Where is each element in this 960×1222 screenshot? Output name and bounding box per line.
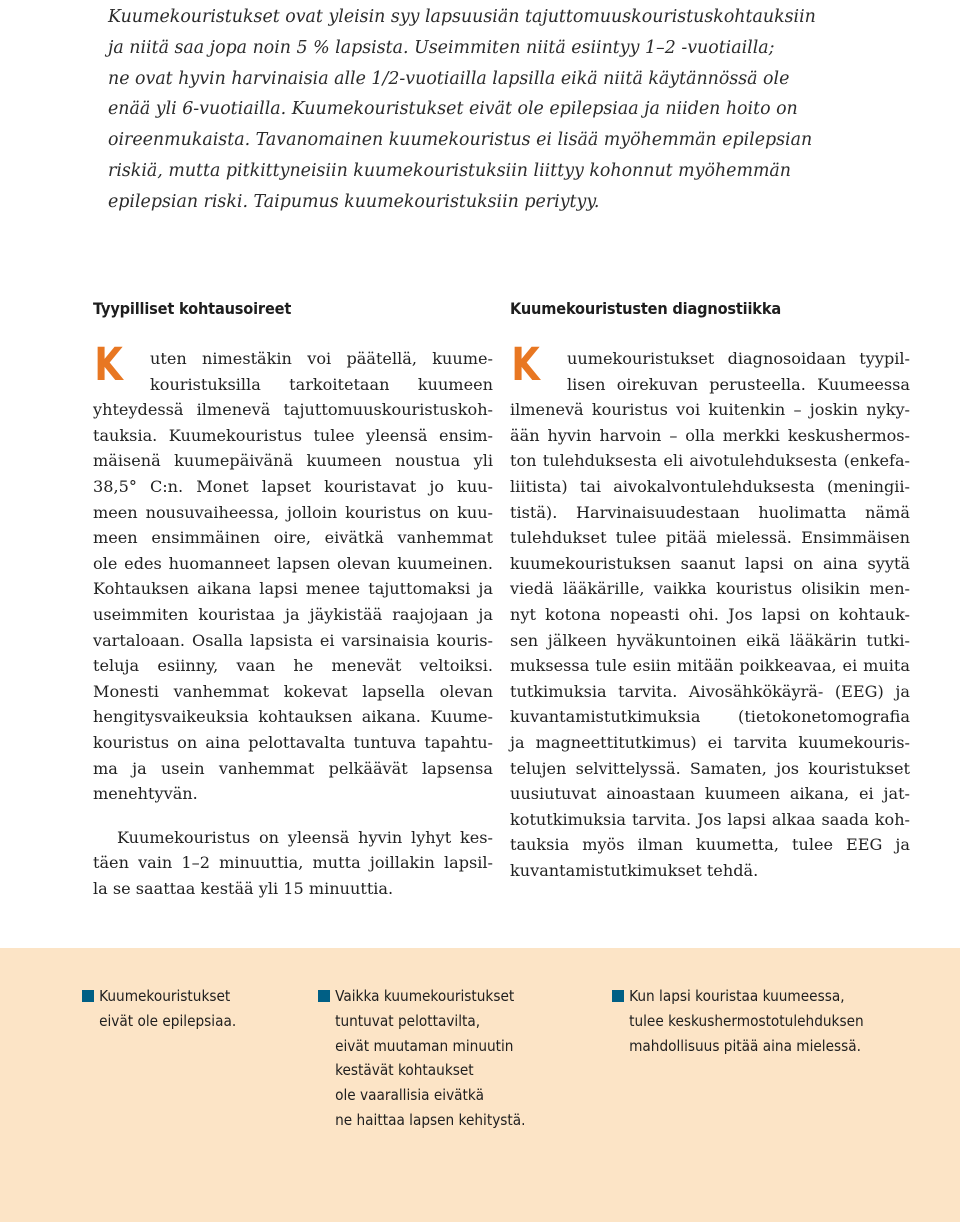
summary-line: tulee keskushermostotulehduksen bbox=[629, 1011, 864, 1030]
text-line: Monesti vanhemmat kokevat lapsella olevan bbox=[93, 681, 493, 701]
text-line: ton tulehduksesta eli aivotulehduksesta (enkefa- bbox=[510, 451, 910, 471]
text-line: la se saattaa kestää yli 15 minuuttia. bbox=[93, 878, 394, 898]
text-line: tauksia myös ilman kuumetta, tulee EEG ja bbox=[510, 835, 910, 855]
text-line: menehtyvän. bbox=[93, 784, 198, 804]
body-paragraph bbox=[510, 346, 910, 883]
summary-line: eivät ole epilepsiaa. bbox=[99, 1011, 237, 1030]
intro-line: epilepsian riski. Taipumus kuumekouristuksiin periytyy. bbox=[108, 191, 600, 212]
text-line: ään hyvin harvoin – olla merkki keskushermos- bbox=[510, 425, 910, 445]
body-paragraph bbox=[93, 825, 493, 902]
summary-line: Kuumekouristukset bbox=[99, 987, 231, 1005]
intro-line: enää yli 6-vuotiailla. Kuumekouristukset eivät ole epilepsiaa ja niiden hoito on bbox=[108, 99, 798, 120]
text-line: useimmiten kouristaa ja jäykistää raajojaan ja bbox=[93, 604, 493, 624]
summary-line: Kun lapsi kouristaa kuumeessa, bbox=[629, 987, 845, 1005]
text-line: nyt kotona nopeasti ohi. Jos lapsi on kohtauk- bbox=[510, 604, 910, 624]
text-line: Kuumekouristus on yleensä hyvin lyhyt kes- bbox=[117, 827, 493, 847]
text-line: kouristus on aina pelottavalta tuntuva tapahtu- bbox=[93, 732, 493, 752]
text-line: uusiutuvat ainoastaan kuumeen aikana, ei jat- bbox=[510, 784, 910, 804]
text-line: lisen oirekuvan perusteella. Kuumeessa bbox=[567, 374, 910, 394]
summary-line: kestävät kohtaukset bbox=[335, 1061, 474, 1080]
text-line: tauksia. Kuumekouristus tulee yleensä ensim- bbox=[93, 425, 493, 445]
intro-paragraph bbox=[108, 2, 816, 218]
summary-line: mahdollisuus pitää aina mielessä. bbox=[629, 1036, 861, 1055]
section-heading-diagnostics: Kuumekouristusten diagnostiikka bbox=[510, 299, 781, 318]
dropcap-letter: K bbox=[511, 338, 540, 391]
left-column bbox=[93, 298, 493, 901]
body-paragraph bbox=[93, 346, 493, 807]
text-line: tutkimuksia tarvita. Aivosähkökäyrä- (EEG) ja bbox=[510, 681, 910, 701]
section-heading-symptoms: Tyypilliset kohtausoireet bbox=[93, 299, 292, 318]
text-line: ma ja usein vanhemmat pelkäävät lapsensa bbox=[93, 758, 493, 778]
text-line: hengitysvaikeuksia kohtauksen aikana. Kuume- bbox=[93, 707, 493, 727]
summary-line: ne haittaa lapsen kehitystä. bbox=[335, 1110, 526, 1129]
text-line: uumekouristukset diagnosoidaan tyypil- bbox=[567, 349, 910, 368]
text-line: telujen selvittelyssä. Samaten, jos kouristukset bbox=[510, 758, 910, 778]
summary-line: Vaikka kuumekouristukset bbox=[335, 987, 515, 1005]
text-line: tistä). Harvinaisuudestaan huolimatta nämä bbox=[510, 502, 910, 522]
intro-line: riskiä, mutta pitkittyneisiin kuumekouristuksiin liittyy kohonnut myöhemmän bbox=[108, 160, 791, 181]
text-line: meen nousuvaiheessa, jolloin kouristus on kuu- bbox=[93, 502, 493, 522]
text-line: tulehdukset tulee pitää mielessä. Ensimmäisen bbox=[510, 528, 910, 548]
text-line: kouristuksilla tarkoitetaan kuumeen bbox=[150, 374, 493, 394]
text-line: muksessa tule esiin mitään poikkeavaa, ei muita bbox=[510, 656, 910, 676]
intro-line: ne ovat hyvin harvinaisia alle 1/2-vuotiailla lapsilla eikä niitä käytännössä ole bbox=[108, 68, 790, 89]
text-line: kuumekouristuksen saanut lapsi on aina syytä bbox=[510, 553, 910, 573]
text-line: meen ensimmäinen oire, eivätkä vanhemmat bbox=[93, 528, 493, 548]
text-line: täen vain 1–2 minuuttia, mutta joillakin lapsil- bbox=[93, 853, 493, 873]
text-line: teluja esiinny, vaan he menevät veltoiksi. bbox=[93, 656, 493, 676]
summary-box bbox=[0, 948, 960, 1222]
text-line: liitista) tai aivokalvontulehduksesta (meningii- bbox=[510, 476, 910, 496]
text-line: kuvantamistutkimuksia (tietokonetomografia bbox=[510, 707, 910, 727]
text-line: 38,5° C:n. Monet lapset kouristavat jo kuu- bbox=[93, 476, 493, 496]
summary-line: tuntuvat pelottavilta, bbox=[335, 1011, 481, 1030]
text-line: ilmenevä kouristus voi kuitenkin – joskin nyky- bbox=[510, 400, 910, 420]
text-line: uten nimestäkin voi päätellä, kuume- bbox=[150, 349, 493, 368]
summary-line: eivät muutaman minuutin bbox=[335, 1036, 514, 1055]
text-line: ole edes huomanneet lapsen olevan kuumeinen. bbox=[93, 553, 493, 573]
text-line: Kohtauksen aikana lapsi menee tajuttomaksi ja bbox=[93, 579, 493, 599]
text-line: sen jälkeen hyväkuntoinen eikä lääkärin tutki- bbox=[510, 630, 910, 650]
summary-line: ole vaarallisia eivätkä bbox=[335, 1086, 484, 1105]
text-line: kuvantamistutkimukset tehdä. bbox=[510, 860, 759, 880]
intro-line: ja niitä saa jopa noin 5 % lapsista. Useimmiten niitä esiintyy 1–2 -vuotiailla; bbox=[108, 37, 775, 58]
text-line: mäisenä kuumepäivänä kuumeen noustua yli bbox=[93, 451, 493, 471]
text-line: yhteydessä ilmenevä tajuttomuuskouristuskoh- bbox=[93, 400, 493, 420]
text-line: kotutkimuksia tarvita. Jos lapsi alkaa saada koh- bbox=[510, 809, 910, 829]
summary-item bbox=[318, 984, 549, 1133]
text-line: vartaloaan. Osalla lapsista ei varsinaisia kouris- bbox=[93, 630, 493, 650]
summary-item bbox=[82, 984, 253, 1034]
intro-line: oireenmukaista. Tavanomainen kuumekouristus ei lisää myöhemmän epilepsian bbox=[108, 130, 813, 151]
text-line: viedä lääkärille, vaikka kouristus olisikin men- bbox=[510, 579, 910, 599]
dropcap-letter: K bbox=[94, 338, 123, 391]
summary-item bbox=[612, 984, 892, 1058]
right-column bbox=[510, 298, 910, 883]
text-line: ja magneettitutkimus) ei tarvita kuumekouris- bbox=[510, 732, 910, 752]
intro-line: Kuumekouristukset ovat yleisin syy lapsuusiän tajuttomuuskouristuskohtauksiin bbox=[108, 7, 816, 27]
